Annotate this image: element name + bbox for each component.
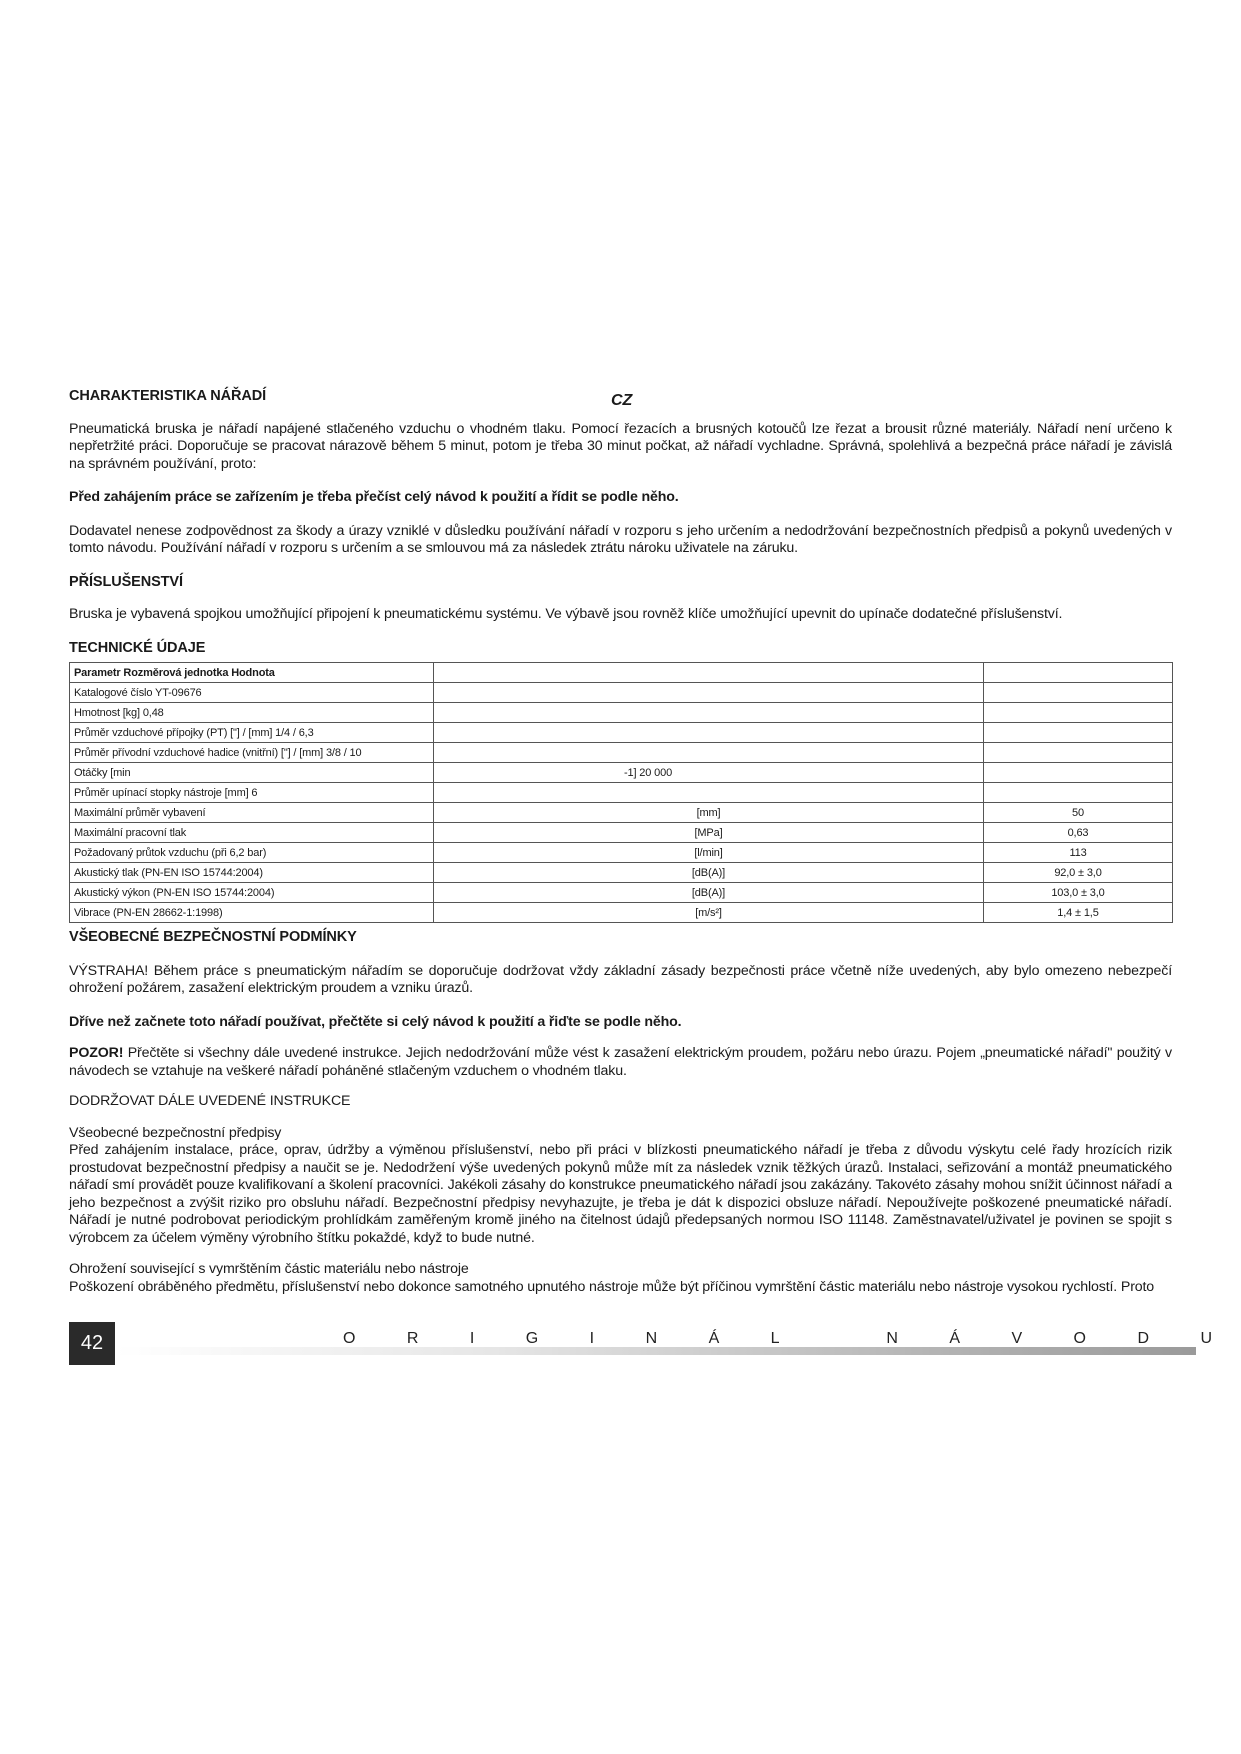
table-cell [434, 663, 984, 683]
accessories-paragraph-1: Bruska je vybavená spojkou umožňující připojení k pneumatickému systému. Ve výbavě jsou rovněž klíče umožňující upevnit do upínače dodatečné příslušenství. [69, 606, 1063, 622]
table-cell [434, 683, 984, 703]
ejection-hazard-text: Poškození obráběného předmětu, příslušenství nebo dokonce samotného upnutého nástroje může být příčinou vymrštění částic materiálu nebo nástroje vysokou rychlostí. Proto [69, 1278, 1155, 1295]
table-cell [434, 723, 984, 743]
tech-data-table [69, 662, 1173, 923]
table-row [70, 823, 1173, 843]
characteristics-paragraph-1: Pneumatická bruska je nářadí napájené stlačeného vzduchu o vhodném tlaku. Pomocí řezacích a brusných kotoučů lze řezat a brousit různé materiály. Nářadí není určeno k nepřetržité práci. Doporučuje se pracovat nárazově během 5 minut, potom je třeba 30 minut počkat, až nářadí vychladne. Správná, spolehlivá a bezpečná práce nářadí je závislá na správném používání, proto: [69, 420, 1172, 472]
page-number: 42 [69, 1322, 115, 1365]
safety-paragraph-attention [69, 1045, 1172, 1080]
table-cell: Průměr přívodní vzduchové hadice (vnitřní) ["] / [mm] 3/8 / 10 [70, 743, 434, 763]
table-cell [984, 663, 1173, 683]
table-row [70, 723, 1173, 743]
table-cell: [mm] [434, 803, 984, 823]
safety-instructions-heading: DODRŽOVAT DÁLE UVEDENÉ INSTRUKCE [69, 1093, 351, 1109]
table-cell [434, 703, 984, 723]
table-cell [984, 783, 1173, 803]
table-cell: [MPa] [434, 823, 984, 843]
table-cell: Akustický výkon (PN-EN ISO 15744:2004) [70, 883, 434, 903]
table-cell: Hmotnost [kg] 0,48 [70, 703, 434, 723]
section-title-accessories: PŘÍSLUŠENSTVÍ [69, 573, 183, 590]
footer-gradient-bar [115, 1347, 1196, 1355]
section-title-safety: VŠEOBECNÉ BEZPEČNOSTNÍ PODMÍNKY [69, 929, 357, 945]
table-row [70, 883, 1173, 903]
table-cell: 103,0 ± 3,0 [984, 883, 1173, 903]
characteristics-paragraph-2: Před zahájením práce se zařízením je třeba přečíst celý návod k použití a řídit se podle něho. [69, 489, 679, 505]
table-cell [984, 703, 1173, 723]
attention-label: POZOR! [69, 1045, 124, 1061]
table-cell: [dB(A)] [434, 883, 984, 903]
table-cell: 0,63 [984, 823, 1173, 843]
table-row [70, 743, 1173, 763]
table-cell: Požadovaný průtok vzduchu (při 6,2 bar) [70, 843, 434, 863]
table-cell [984, 683, 1173, 703]
table-cell [434, 783, 984, 803]
safety-paragraph-read-manual: Dříve než začnete toto nářadí používat, přečtěte si celý návod k použití a řiďte se podle něho. [69, 1013, 682, 1030]
table-cell: 1,4 ± 1,5 [984, 903, 1173, 923]
table-cell [984, 743, 1173, 763]
table-row [70, 783, 1173, 803]
page-content [69, 388, 1172, 1296]
characteristics-paragraph-3: Dodavatel nenese zodpovědnost za škody a úrazy vzniklé v důsledku používání nářadí v rozporu s jeho určením a nedodržování bezpečnostních předpisů a pokynů uvedených v tomto návodu. Používání nářadí v rozporu s určením a se smlouvou má za následek ztrátu nároku uživatele na záruku. [69, 522, 1172, 556]
table-row [70, 803, 1173, 823]
table-cell: Vibrace (PN-EN 28662-1:1998) [70, 903, 434, 923]
table-cell: [l/min] [434, 843, 984, 863]
general-safety-title: Všeobecné bezpečnostní předpisy [69, 1124, 282, 1141]
table-cell: Otáčky [min [70, 763, 434, 783]
section-title-characteristics: CHARAKTERISTIKA NÁŘADÍ [69, 388, 267, 404]
table-cell: Maximální pracovní tlak [70, 823, 434, 843]
table-row [70, 703, 1173, 723]
table-row [70, 763, 1173, 783]
table-cell: Parametr Rozměrová jednotka Hodnota [70, 663, 434, 683]
table-cell: Průměr vzduchové přípojky (PT) ["] / [mm] 1/4 / 6,3 [70, 723, 434, 743]
table-cell: 50 [984, 803, 1173, 823]
table-cell: Katalogové číslo YT-09676 [70, 683, 434, 703]
table-cell: [dB(A)] [434, 863, 984, 883]
general-safety-text: Před zahájením instalace, práce, oprav, údržby a výměnou příslušenství, nebo při práci v blízkosti pneumatického nářadí je třeba z důvodu výskytu celé řady hrozících rizik prostudovat bezpečnostní předpisy a naučit se je. Nedodržení výše uvedených pokynů může mít za následek vznik těžkých úrazů. Instalaci, seřizování a montáž pneumatického nářadí smí provádět pouze kvalifikovaní a školení pracovníci. Jakékoli zásahy do konstrukce pneumatického nářadí jsou zakázány. Takovéto zásahy mohou snížit účinnost nářadí a jeho bezpečnost a zvýšit riziko pro obsluhu nářadí. Bezpečnostní předpisy nevyhazujte, je třeba je dát k dispozici obsluze nářadí. Nepoužívejte poškozené pneumatické nářadí. Nářadí je nutné podrobovat periodickým prohlídkám zaměřeným kromě jiného na čitelnost údajů předepsaných normou ISO 11148. Zaměstnavatel/uživatel je povinen se spojit s výrobcem za účelem výměny výrobního štítku pokaždé, když to bude nutné. [69, 1142, 1172, 1246]
table-row [70, 863, 1173, 883]
table-cell: Maximální průměr vybavení [70, 803, 434, 823]
table-row [70, 903, 1173, 923]
safety-paragraph-warning: VÝSTRAHA! Během práce s pneumatickým nářadím se doporučuje dodržovat vždy základní zásady bezpečnosti práce včetně níže uvedených, aby bylo omezeno nebezpečí ohrožení požárem, zasažení elektrickým proudem a vzniku úrazů. [69, 962, 1172, 996]
ejection-hazard-title: Ohrožení související s vymrštěním částic materiálu nebo nástroje [69, 1261, 469, 1277]
table-cell: -1] 20 000 [434, 763, 984, 783]
table-row [70, 843, 1173, 863]
table-cell: Akustický tlak (PN-EN ISO 15744:2004) [70, 863, 434, 883]
table-cell: Průměr upínací stopky nástroje [mm] 6 [70, 783, 434, 803]
language-code: CZ [611, 392, 633, 409]
table-cell [984, 723, 1173, 743]
table-cell: 92,0 ± 3,0 [984, 863, 1173, 883]
table-cell [434, 743, 984, 763]
table-cell [984, 763, 1173, 783]
table-row [70, 683, 1173, 703]
attention-text: Přečtěte si všechny dále uvedené instrukce. Jejich nedodržování může vést k zasažení elektrickým proudem, požáru nebo úrazu. Pojem „pneumatické nářadí" použitý v návodech se vztahuje na veškeré nářadí poháněné stlačeným vzduchem o vhodném tlaku. [69, 1045, 1172, 1079]
table-cell: [m/s²] [434, 903, 984, 923]
table-row [70, 663, 1173, 683]
table-cell: 113 [984, 843, 1173, 863]
section-title-tech: TECHNICKÉ ÚDAJE [69, 639, 206, 656]
footer-label: O R I G I N Á L N Á V O D U [343, 1330, 1236, 1347]
